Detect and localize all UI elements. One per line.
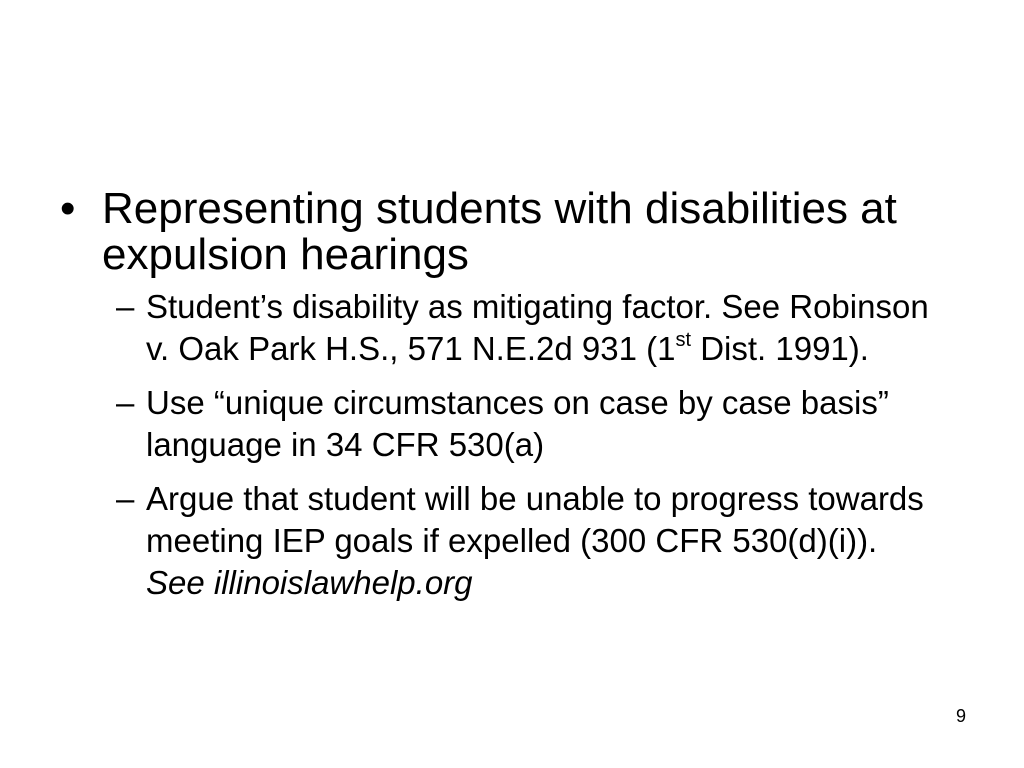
sub-bullet-text: Use “unique circumstances on case by case basis” language in 34 CFR 530(a) <box>146 384 889 463</box>
sub-bullet-item <box>116 382 960 466</box>
argument-text: Argue that student will be unable to progress towards meeting IEP goals if expelled (300 CFR 530(d)(i)). <box>146 480 933 559</box>
dash-marker: – <box>116 288 135 325</box>
citation-ending: Dist. 1991). <box>691 330 869 367</box>
sub-bullet-item <box>116 286 960 370</box>
citation-text: Student’s disability as mitigating factor. See Robinson v. Oak Park H.S., 571 N.E.2d 931 (1 <box>146 288 929 367</box>
bullet-marker: • <box>60 184 76 233</box>
sub-bullet-list <box>60 286 960 604</box>
reference-link-text: See illinoislawhelp.org <box>146 564 473 601</box>
sub-bullet-item <box>116 478 960 604</box>
dash-marker: – <box>116 480 135 517</box>
main-bullet-text: Representing students with disabilities at expulsion hearings <box>102 184 897 279</box>
main-bullet <box>60 186 960 278</box>
slide-content <box>60 186 960 616</box>
sub-bullet-text <box>146 478 946 604</box>
sub-bullet-text <box>146 286 946 370</box>
ordinal-superscript: st <box>675 329 692 351</box>
page-number: 9 <box>955 706 966 726</box>
dash-marker: – <box>116 384 135 421</box>
